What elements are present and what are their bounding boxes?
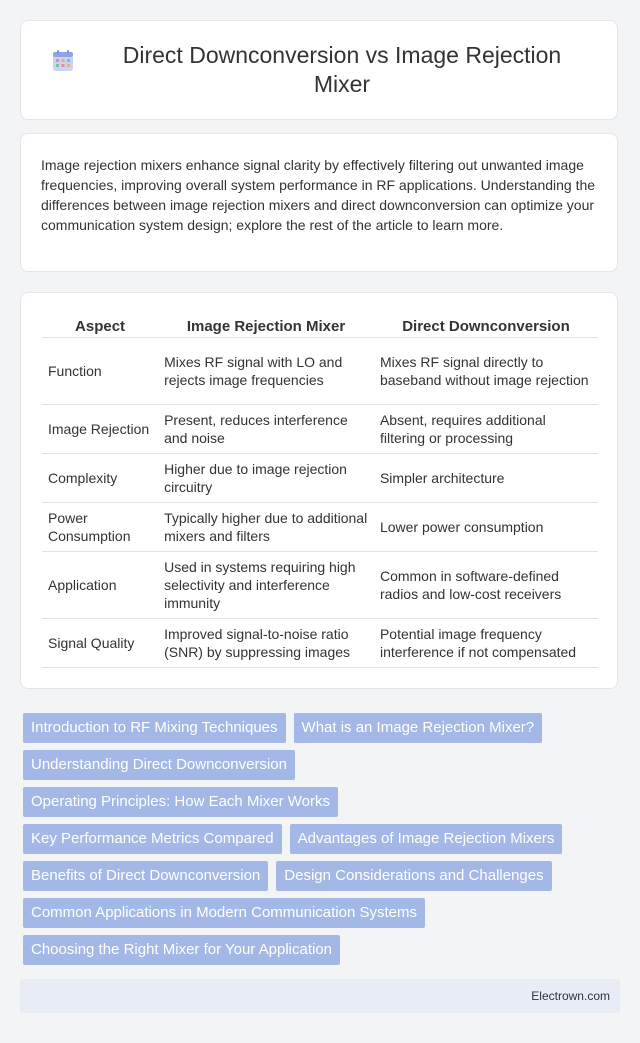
table-row	[42, 454, 598, 503]
link-common-applications[interactable]: Common Applications in Modern Communication Systems	[23, 898, 425, 928]
header-image-rejection-mixer: Image Rejection Mixer	[158, 315, 374, 338]
table-cell: Power Consumption	[42, 503, 158, 552]
related-links	[23, 713, 603, 965]
comparison-table	[42, 315, 598, 668]
table-cell: Simpler architecture	[374, 454, 598, 503]
table-cell: Function	[42, 338, 158, 405]
link-benefits-direct-downconversion[interactable]: Benefits of Direct Downconversion	[23, 861, 268, 891]
table-cell: Potential image frequency interference if not compensated	[374, 619, 598, 668]
table-cell: Improved signal-to-noise ratio (SNR) by suppressing images	[158, 619, 374, 668]
title-wrap	[21, 21, 617, 119]
table-cell: Present, reduces interference and noise	[158, 405, 374, 454]
intro-card	[20, 133, 618, 272]
intro-paragraph: Image rejection mixers enhance signal clarity by effectively filtering out unwanted image frequencies, improving overall system performance in RF applications. Understanding the differences between image rejection mixers and direct downconversion can optimize your communication system design; explore the rest of the article to learn more.	[41, 157, 596, 233]
table-cell: Mixes RF signal directly to baseband without image rejection	[374, 338, 598, 405]
table-cell: Typically higher due to additional mixers and filters	[158, 503, 374, 552]
link-introduction-rf-mixing[interactable]: Introduction to RF Mixing Techniques	[23, 713, 286, 743]
calendar-grid-icon	[51, 49, 75, 73]
header-aspect: Aspect	[42, 315, 158, 338]
link-choosing-right-mixer[interactable]: Choosing the Right Mixer for Your Application	[23, 935, 340, 965]
table-cell: Higher due to image rejection circuitry	[158, 454, 374, 503]
link-understanding-direct-downconversion[interactable]: Understanding Direct Downconversion	[23, 750, 295, 780]
table-cell: Common in software-defined radios and low-cost receivers	[374, 552, 598, 619]
table-cell: Complexity	[42, 454, 158, 503]
table-row	[42, 619, 598, 668]
title-card	[20, 20, 618, 120]
link-key-performance-metrics[interactable]: Key Performance Metrics Compared	[23, 824, 282, 854]
footer	[20, 979, 620, 1013]
header-direct-downconversion: Direct Downconversion	[374, 315, 598, 338]
link-operating-principles[interactable]: Operating Principles: How Each Mixer Works	[23, 787, 338, 817]
table-cell: Absent, requires additional filtering or processing	[374, 405, 598, 454]
footer-brand: Electrown.com	[531, 989, 610, 1003]
link-design-considerations[interactable]: Design Considerations and Challenges	[276, 861, 551, 891]
table-header-row	[42, 315, 598, 338]
table-cell: Used in systems requiring high selectivity and interference immunity	[158, 552, 374, 619]
link-what-is-image-rejection-mixer[interactable]: What is an Image Rejection Mixer?	[294, 713, 543, 743]
table-row	[42, 338, 598, 405]
table-row	[42, 503, 598, 552]
comparison-table-card	[20, 292, 618, 689]
link-advantages-image-rejection[interactable]: Advantages of Image Rejection Mixers	[290, 824, 563, 854]
table-cell: Signal Quality	[42, 619, 158, 668]
table-row	[42, 405, 598, 454]
table-cell: Image Rejection	[42, 405, 158, 454]
table-cell: Application	[42, 552, 158, 619]
page-title: Direct Downconversion vs Image Rejection Mixer	[122, 42, 562, 97]
table-cell: Mixes RF signal with LO and rejects image frequencies	[158, 338, 374, 405]
table-cell: Lower power consumption	[374, 503, 598, 552]
table-row	[42, 552, 598, 619]
